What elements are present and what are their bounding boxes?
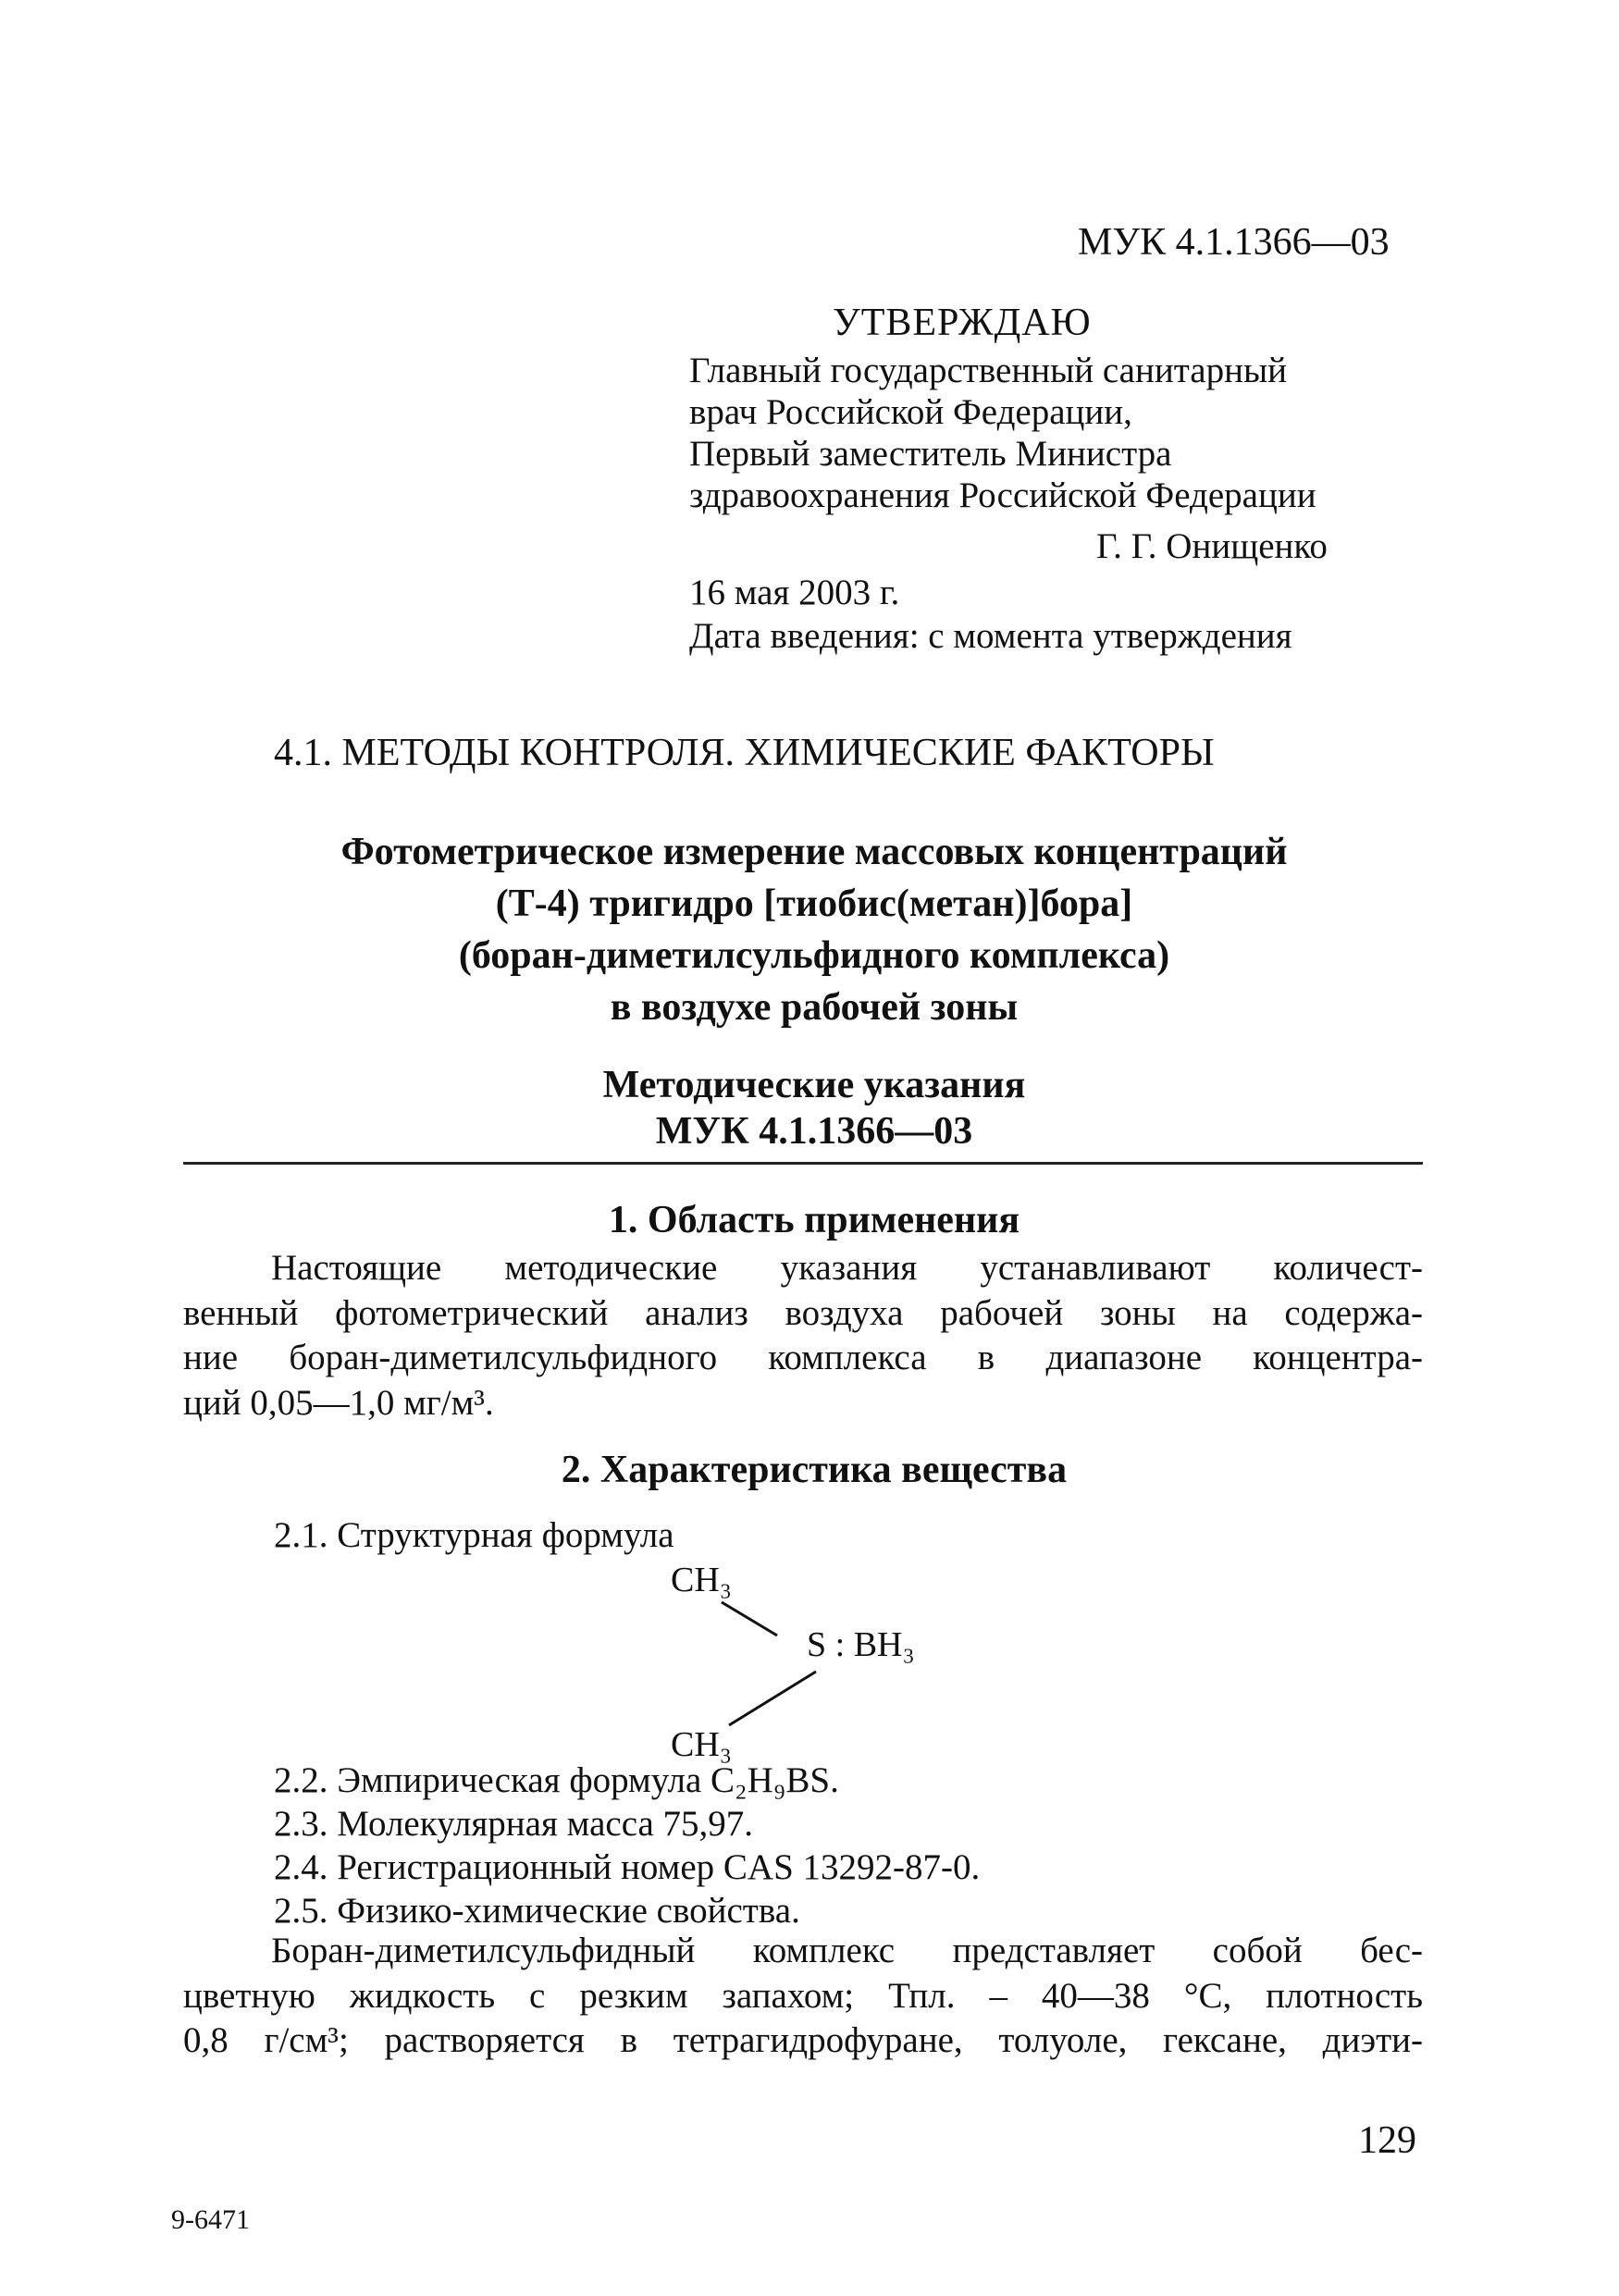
approval-date: 16 мая 2003 г. — [689, 573, 900, 612]
section-1-heading: 1. Область применения — [608, 1199, 1020, 1241]
subtitle-line: Методические указания — [602, 1064, 1026, 1106]
title-line: в воздухе рабочей зоны — [610, 986, 1019, 1029]
formula-center: S : BH₃ — [807, 1625, 915, 1664]
paragraph-line: Настоящие методические указания устанавливают количест- — [271, 1248, 1423, 1288]
title-line: (боран-диметилсульфидного комплекса) — [458, 934, 1170, 977]
title-line: (Т-4) тригидро [тиобис(метан)]бора] — [495, 883, 1133, 925]
formula-bond-top — [722, 1602, 777, 1636]
print-batch-code: 9-6471 — [171, 2204, 250, 2235]
item-2-3: 2.3. Молекулярная масса 75,97. — [274, 1804, 754, 1844]
paragraph-line: Боран-диметилсульфидный комплекс представляет собой бес- — [271, 1931, 1423, 1970]
structural-formula — [638, 1554, 971, 1767]
formula-bond-bottom — [729, 1672, 816, 1725]
item-2-2: 2.2. Эмпирическая формула C₂H₉BS. — [274, 1760, 839, 1800]
approval-line: Главный государственный санитарный — [689, 351, 1288, 390]
paragraph-line: цветную жидкость с резким запахом; Тпл. – 40—38 °С, плотность — [183, 1975, 1423, 2016]
horizontal-divider — [183, 1162, 1423, 1165]
approver-name: Г. Г. Онищенко — [1096, 526, 1328, 566]
section-2-heading: 2. Характеристика вещества — [561, 1449, 1068, 1491]
introduction-date: Дата введения: с момента утверждения — [689, 616, 1292, 656]
item-2-1: 2.1. Структурная формула — [274, 1515, 674, 1555]
properties-paragraph — [183, 1929, 1423, 2064]
item-2-5: 2.5. Физико-химические свойства. — [274, 1891, 800, 1931]
paragraph-line: 0,8 г/см³; растворяется в тетрагидрофуране, толуоле, гексане, диэти- — [183, 2020, 1423, 2060]
item-2-4: 2.4. Регистрационный номер CAS 13292-87-0. — [274, 1847, 981, 1887]
page-number: 129 — [1358, 2119, 1416, 2162]
approval-line: врач Российской Федерации, — [689, 392, 1132, 432]
section-heading: 4.1. МЕТОДЫ КОНТРОЛЯ. ХИМИЧЕСКИЕ ФАКТОРЫ — [274, 732, 1215, 774]
subtitle-line: МУК 4.1.1366—03 — [655, 1110, 973, 1153]
title-line: Фотометрическое измерение массовых концентраций — [340, 831, 1288, 873]
document-code: МУК 4.1.1366—03 — [1078, 221, 1390, 264]
formula-top-group: CH₃ — [671, 1561, 733, 1599]
approval-line: здравоохранения Российской Федерации — [689, 475, 1316, 515]
formula-bottom-group: CH₃ — [671, 1725, 733, 1764]
section-1-paragraph — [183, 1246, 1423, 1426]
document-title — [139, 826, 1489, 1033]
approval-block — [689, 350, 1316, 516]
paragraph-line: ций 0,05—1,0 мг/м³. — [183, 1382, 494, 1423]
document-subtitle — [139, 1062, 1489, 1154]
paragraph-line: венный фотометрический анализ воздуха рабочей зоны на содержа- — [183, 1292, 1423, 1333]
approval-title: УТВЕРЖДАЮ — [833, 302, 1092, 344]
paragraph-line: ние боран-диметилсульфидного комплекса в диапазоне концентра- — [183, 1338, 1423, 1377]
approval-line: Первый заместитель Министра — [689, 434, 1172, 474]
